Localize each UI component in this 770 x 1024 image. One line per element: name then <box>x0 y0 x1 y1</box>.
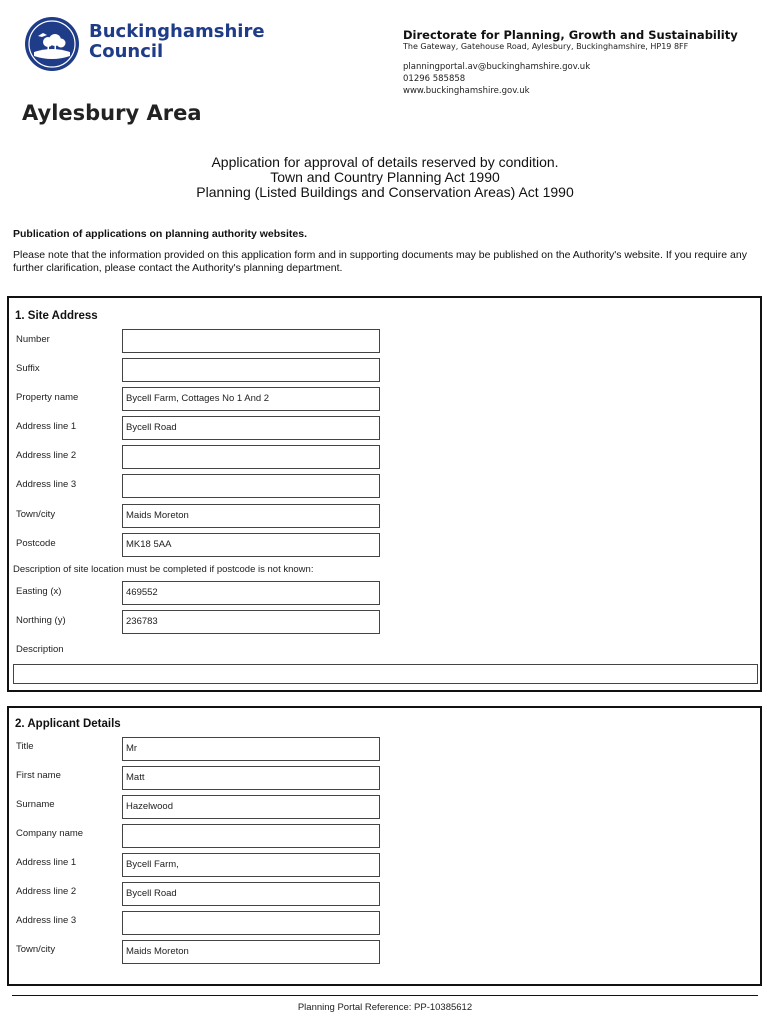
easting-field[interactable]: 469552 <box>122 581 380 605</box>
first-name-field[interactable]: Matt <box>122 766 380 790</box>
directorate-address: The Gateway, Gatehouse Road, Aylesbury, Buckinghamshire, HP19 8FF <box>403 42 689 51</box>
contact-email: planningportal.av@buckinghamshire.gov.uk <box>403 62 591 72</box>
applicant-address-line1-field[interactable]: Bycell Farm, <box>122 853 380 877</box>
town-city-field[interactable]: Maids Moreton <box>122 504 380 528</box>
portal-reference: Planning Portal Reference: PP-10385612 <box>297 1002 473 1013</box>
council-logo <box>24 16 80 72</box>
field-label: Address line 2 <box>16 886 77 897</box>
section-title: 2. Applicant Details <box>15 718 121 730</box>
field-label: Title <box>16 741 34 752</box>
field-label: Suffix <box>16 363 40 374</box>
council-name-line1: Buckinghamshire <box>89 21 265 42</box>
northing-field[interactable]: 236783 <box>122 610 380 634</box>
form-title-line3: Planning (Listed Buildings and Conservation Areas) Act 1990 <box>196 184 574 200</box>
council-name <box>89 22 265 62</box>
description-field[interactable] <box>13 664 758 684</box>
applicant-address-line2-field[interactable]: Bycell Road <box>122 882 380 906</box>
field-label: Description <box>16 644 64 655</box>
field-label: Number <box>16 334 50 345</box>
suffix-field[interactable] <box>122 358 380 382</box>
form-title-line2: Town and Country Planning Act 1990 <box>270 169 500 185</box>
property-name-field[interactable]: Bycell Farm, Cottages No 1 And 2 <box>122 387 380 411</box>
contact-phone: 01296 585858 <box>403 74 466 84</box>
address-line3-field[interactable] <box>122 474 380 498</box>
section-title: 1. Site Address <box>15 310 98 322</box>
publication-heading: Publication of applications on planning authority websites. <box>13 228 308 240</box>
council-name-line2: Council <box>89 41 164 62</box>
field-label: Postcode <box>16 538 56 549</box>
field-label: Address line 1 <box>16 421 77 432</box>
field-label: Town/city <box>16 944 56 955</box>
field-label: First name <box>16 770 61 781</box>
directorate-title: Directorate for Planning, Growth and Sustainability <box>403 28 738 42</box>
site-address-section <box>7 296 762 692</box>
surname-field[interactable]: Hazelwood <box>122 795 380 819</box>
address-line2-field[interactable] <box>122 445 380 469</box>
field-label: Town/city <box>16 509 56 520</box>
field-label: Property name <box>16 392 79 403</box>
field-label: Northing (y) <box>16 615 66 626</box>
field-label: Surname <box>16 799 55 810</box>
field-label: Easting (x) <box>16 586 62 597</box>
location-note: Description of site location must be completed if postcode is not known: <box>13 564 314 575</box>
contact-website: www.buckinghamshire.gov.uk <box>403 86 530 96</box>
postcode-field[interactable]: MK18 5AA <box>122 533 380 557</box>
field-label: Address line 1 <box>16 857 77 868</box>
company-name-field[interactable] <box>122 824 380 848</box>
title-field[interactable]: Mr <box>122 737 380 761</box>
field-label: Company name <box>16 828 84 839</box>
field-label: Address line 3 <box>16 915 77 926</box>
address-line1-field[interactable]: Bycell Road <box>122 416 380 440</box>
area-title: Aylesbury Area <box>22 101 202 125</box>
applicant-address-line3-field[interactable] <box>122 911 380 935</box>
field-label: Address line 2 <box>16 450 77 461</box>
number-field[interactable] <box>122 329 380 353</box>
footer-divider <box>12 995 758 996</box>
form-title-line1: Application for approval of details reserved by condition. <box>211 154 559 170</box>
applicant-town-city-field[interactable]: Maids Moreton <box>122 940 380 964</box>
publication-note: Please note that the information provided on this application form and in supporting documents may be published on the Authority's website. If you require any further clarification, please contact the Authority's planning department. <box>13 249 747 274</box>
field-label: Address line 3 <box>16 479 77 490</box>
applicant-details-section <box>7 706 762 986</box>
